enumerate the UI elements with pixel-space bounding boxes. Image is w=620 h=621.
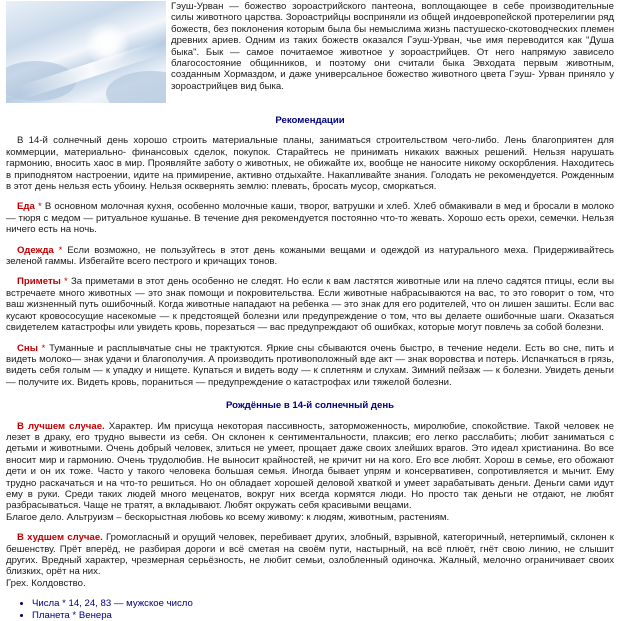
recommendations-title: Рекомендации (275, 115, 345, 126)
page (0, 1, 620, 621)
born-title: Рождённые в 14-й солнечный день (225, 400, 395, 412)
omens-paragraph: Приметы * За приметами в этот день особенно не следят. Но если к вам ластятся животные или на плечо садятся птицы, если вы встречаете много животных — это знак помощи и покровительства. Если животные набрасываются на вас, то это говорит о том, что ваш жизненный путь ошибочный. Когда животные нападают на ребенка — это знак для его родителей, что он лишен зашиты. Если вас кусают кровососущие насекомые — к предстоящей болезни или предупреждение о том, что вы делаете ошибочные шаги. Оказаться свидетелем катастрофы или увидеть кровь, порезаться — вас предупреждают об ошибках, которые могут повлечь за собой болезни. (6, 276, 614, 334)
best-case-extra: Благое дело. Альтруизм – бескорыстная любовь ко всему живому: к людям, животным, растениям. (6, 511, 450, 523)
bottom-list (6, 598, 614, 621)
worst-case-extra: Грех. Колдовство. (6, 577, 86, 589)
best-case-text: Характер. Им присуща некоторая пассивность, заторможенность, миролюбие, спокойствие. Такой человек не лезет в драку, его трудно вывести из себя. Он склонен к сентиментальности, плаксив; его легко расслабить; любит заниматься с детьми и животными. Очень добрый человек, злиться не умеет, прощает даже своих злейших врагов. Это идеал христианина. Во все вносит мир и гармонию. Очень трудолюбив. Не выносит крайностей, не кричит ни на кого. Его все любят. Хорош в семье, его обожают дети и он их тоже. Часто у такого человека большая семья. Иногда бывает упрям и консервативен, сопротивляется и мычит. Ему трудно раскачаться и на что-то решиться. Но он обладает хорошей деловой хваткой и умеет зарабатывать деньги. Деньги сами идут ему в руки. Среди таких людей много меценатов, вокруг них всегда кормятся люди. Но просто так деньги не отдают, не любят разбрасываться. Чаще не тратят, а вкладывают. Любят окружать себя красивыми вещами. (6, 420, 614, 512)
food-label: Еда (17, 201, 35, 213)
clothes-text: Если возможно, не пользуйтесь в этот день кожаными вещами и одеждой из натурального меха. Придерживайтесь зеленой гаммы. Избегайте всего пестрого и кричащих тонов. (6, 244, 614, 268)
recommendations-main-text: В 14-й солнечный день хорошо строить материальные планы, заниматься строительством чего-либо. Лень благоприятен для коммерции, материально- финансовых сделок, покупок. Старайтесь не принимать никаких важных решений. Нельзя нарушать гармонию, вносить хаос в мир. Проявляйте заботу о животных, не обижайте их, вообще не наносите никому оскорбления. Находитесь в приподнятом настроении, идите на примирение, активно отдыхайте. Накапливайте знания. Голодать не рекомендуется. Рожденным в этот день нельзя есть убоину. Нельзя осквернять землю: плевать, бросать мусор, сморкаться. (6, 135, 614, 193)
clothes-paragraph: Одежда * Если возможно, не пользуйтесь в этот день кожаными вещами и одеждой из натурального меха. Придерживайтесь зеленой гаммы. Избегайте всего пестрого и кричащих тонов. (6, 244, 614, 268)
omens-label: Приметы (17, 276, 61, 288)
food-text: В основном молочная кухня, особенно молочные каши, творог, ватрушки и хлеб. Хлеб обмакивали в мед и бросали в молоко — тюря с медом — ритуальное кушанье. В течение дня рекомендуется постоянно что-то жевать. Хорошо есть орехи, семечки. Нельзя ничего есть на ночь. (6, 201, 614, 236)
list-item-planet: • Планета * Венера (32, 610, 614, 621)
worst-case-label: В худшем случае. (17, 532, 103, 544)
best-case-label: В лучшем случае. (17, 420, 105, 432)
best-case-paragraph (6, 421, 614, 512)
dreams-paragraph: Сны * Туманные и расплывчатые сны не трактуются. Яркие сны сбываются очень быстро, в течение недели. Есть во сне, пить и видеть молоко— знак удачи и благополучия. А производить противоположный вде акт — знак воровства и потерь. Испачкаться в грязь, видеть себя голым — к упадку и нищете. Купаться и видеть воду — к сплетням и слухам. Зимний пейзаж — к болезни. Увидеть деньги — получите их. Видеть кровь, пораниться — предупреждение о катастрофах или тяжелой болезни. (6, 342, 614, 388)
dreams-text: Туманные и расплывчатые сны не трактуются. Яркие сны сбываются очень быстро, в течение недели. Есть во сне, пить и видеть молоко— знак удачи и благополучия. А производить противоположный вде акт — знак воровства и потерь. Испачкаться в грязь, видеть себя голым — к упадку и нищете. Купаться и видеть воду — к сплетням и слухам. Зимний пейзаж — к болезни. Увидеть деньги — получите их. Видеть кровь, пораниться — предупреждение о катастрофах или тяжелой болезни. (6, 342, 614, 388)
dreams-label: Сны (17, 342, 38, 354)
food-paragraph: Еда * В основном молочная кухня, особенно молочные каши, творог, ватрушки и хлеб. Хлеб обмакивали в мед и бросали в молоко — тюря с медом — ритуальное кушанье. В течение дня рекомендуется постоянно что-то жевать. Хорошо есть орехи, семечки. Нельзя ничего есть на ночь. (6, 201, 614, 236)
clothes-label: Одежда (17, 244, 54, 256)
intro-section (6, 1, 614, 103)
worst-case-paragraph (6, 532, 614, 578)
worst-case-text: Громогласный и орущий человек, перебивает других, злобный, взрывной, категоричный, нетерпимый, склонен к бешенству. Прёт вперёд, не разбирая дороги и всё сметая на своём пути, настырный, на всё плюёт, гнёт свою линию, не слышит других. Вредный характер, чрезмерная серьёзность, не любит семьи, озлобленный одиночка. Жалный, мелочно ограничивает своих близких, орёт на них. (6, 532, 614, 578)
intro-text: Гэуш-Урван — божество зороастрийского пантеона, воплощающее в себе производительные силы животного царства. Зороастрийцы восприняли из общей индоевропейской протерелигии ряд божеств, без поклонения которым была бы немыслима жизнь пастушеско-скотоводческих племен древних ариев. Одним из таких божеств оказался Гэуш-Урван, чье имя переводится как "Душа быка". Бык — самое почитаемое животное у зороастрийцев. От него напрямую зависело благосостояние общинников, и поэтому они считали быка Эвходата первым животным, созданным Хормаздом, и даже универсальное божество животного цвета Гэуш- Урван приняло у зороастрийцев вид быка. (171, 1, 614, 92)
list-item-numbers: • Числа * 14, 24, 83 — мужское число (32, 598, 614, 609)
omens-text: За приметами в этот день особенно не следят. Но если к вам ластятся животные или на плечо садятся птицы, если вы встречаете много животных — это знак помощи и покровительства. Если животные набрасываются на вас, то это говорит о том, что ваш жизненный путь ошибочный. Когда животные нападают на ребенка — это знак для его родителей, что он лишен зашиты. Если вас кусают кровососущие насекомые — к предстоящей болезни или предупреждение о том, что вы делаете ошибочные шаги. Оказаться свидетелем катастрофы или увидеть кровь, порезаться — вас предупреждают об ошибках, которые могут повлечь за собой болезни. (6, 276, 614, 334)
sky-illustration (6, 1, 166, 103)
